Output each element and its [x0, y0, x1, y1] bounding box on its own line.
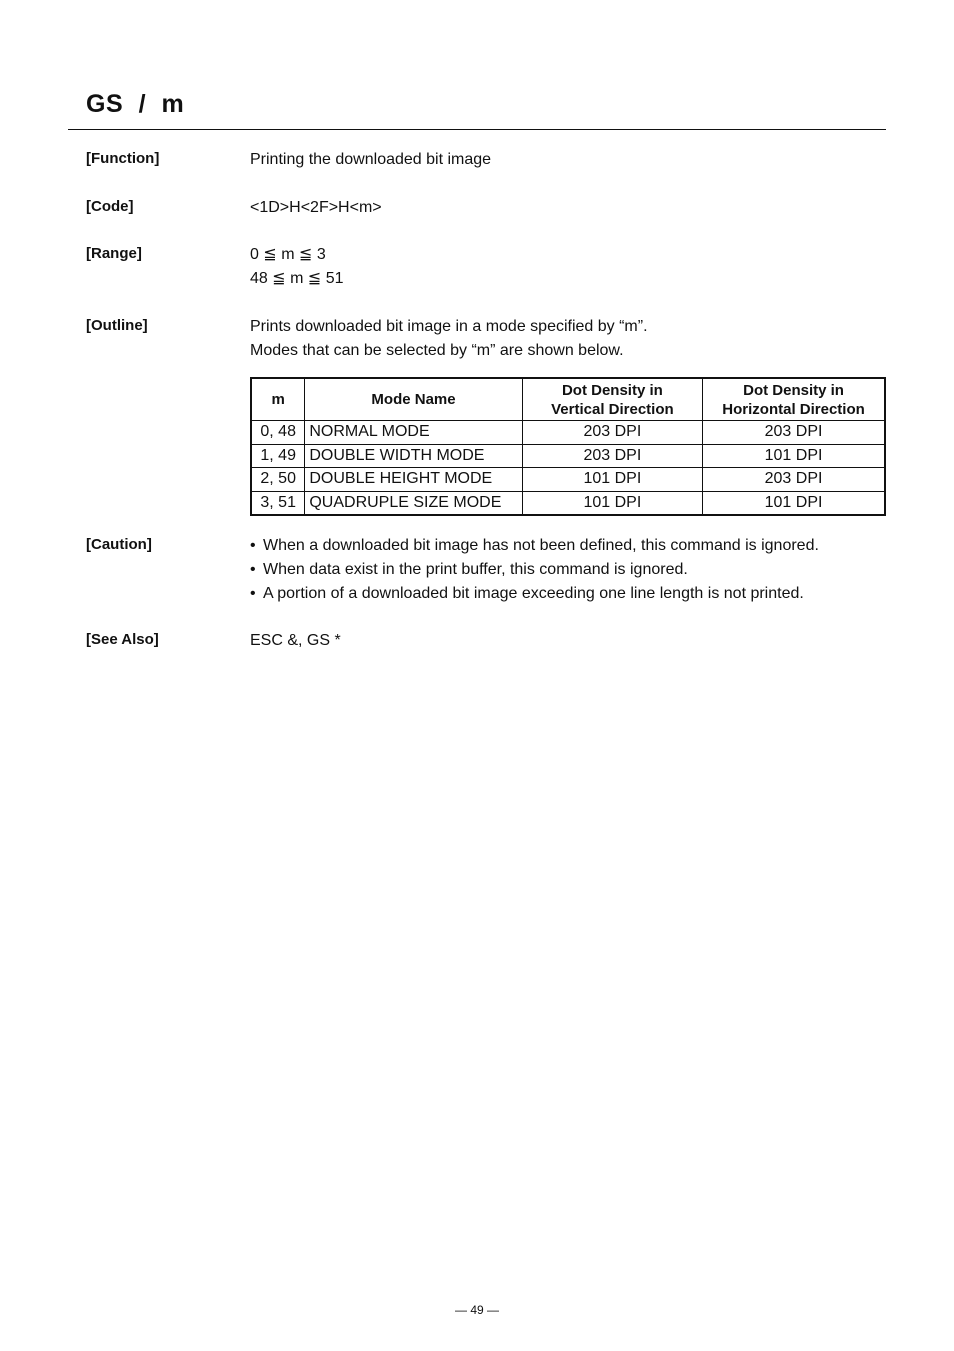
- cell-m: 0, 48: [251, 421, 305, 445]
- page-number: — 49 —: [454, 1303, 499, 1317]
- bullet-icon: •: [250, 537, 256, 554]
- cell-m: 2, 50: [251, 468, 305, 492]
- page-title: GS / m: [86, 90, 185, 118]
- cell-mode-name: DOUBLE WIDTH MODE: [305, 444, 522, 468]
- outline-text: [250, 315, 648, 363]
- range-line: 0 ≦ m ≦ 3: [250, 246, 326, 263]
- caution-list: [250, 534, 819, 606]
- bullet-icon: •: [250, 561, 256, 578]
- code-label: [Code]: [86, 198, 134, 215]
- cell-vertical: 101 DPI: [522, 491, 702, 515]
- header-horizontal-line2: Horizontal Direction: [722, 400, 865, 418]
- code-text: [250, 196, 382, 220]
- cell-horizontal: 101 DPI: [703, 491, 885, 515]
- cell-horizontal: 203 DPI: [703, 468, 885, 492]
- header-horizontal-density: [703, 378, 885, 421]
- cell-m: 3, 51: [251, 491, 305, 515]
- see-also-label: [See Also]: [86, 631, 159, 648]
- range-text: [250, 243, 344, 291]
- function-text: [250, 148, 491, 172]
- title-divider: [68, 129, 886, 130]
- cell-horizontal: 203 DPI: [703, 421, 885, 445]
- table-header-row: [251, 378, 885, 421]
- cell-vertical: 203 DPI: [522, 421, 702, 445]
- function-label: [Function]: [86, 150, 160, 167]
- header-vertical-line2: Vertical Direction: [551, 400, 674, 418]
- cell-horizontal: 101 DPI: [703, 444, 885, 468]
- caution-item-text: A portion of a downloaded bit image exceeding one line length is not printed.: [263, 585, 804, 602]
- cell-mode-name: QUADRUPLE SIZE MODE: [305, 491, 522, 515]
- code-line: <1D>H<2F>H<m>: [250, 199, 382, 216]
- caution-item: [250, 534, 819, 558]
- cell-vertical: 101 DPI: [522, 468, 702, 492]
- function-line: Printing the downloaded bit image: [250, 151, 492, 168]
- cell-m: 1, 49: [251, 444, 305, 468]
- outline-line: Prints downloaded bit image in a mode specified by “m”.: [250, 318, 648, 335]
- caution-item-text: When data exist in the print buffer, this command is ignored.: [263, 561, 688, 578]
- caution-item: [250, 558, 819, 582]
- outline-label: [Outline]: [86, 317, 148, 334]
- header-m: m: [251, 378, 305, 421]
- table-row: [251, 491, 885, 515]
- header-vertical-line1: Dot Density in: [561, 381, 663, 399]
- see-also-text: [250, 629, 341, 653]
- see-also-line: ESC &, GS *: [250, 632, 341, 649]
- caution-text: [250, 534, 819, 606]
- mode-table: [250, 377, 886, 516]
- table-row: [251, 421, 885, 445]
- table-row: [251, 444, 885, 468]
- cell-mode-name: DOUBLE HEIGHT MODE: [305, 468, 522, 492]
- header-mode-name: Mode Name: [305, 378, 522, 421]
- header-horizontal-line1: Dot Density in: [743, 381, 844, 399]
- table-row: [251, 468, 885, 492]
- cell-vertical: 203 DPI: [522, 444, 702, 468]
- range-label: [Range]: [86, 245, 142, 262]
- cell-mode-name: NORMAL MODE: [305, 421, 522, 445]
- header-vertical-density: [522, 378, 702, 421]
- range-line: 48 ≦ m ≦ 51: [250, 270, 344, 287]
- caution-item-text: When a downloaded bit image has not been defined, this command is ignored.: [263, 537, 819, 554]
- caution-label: [Caution]: [86, 536, 152, 553]
- outline-line: Modes that can be selected by “m” are shown below.: [250, 342, 624, 359]
- bullet-icon: •: [250, 585, 256, 602]
- caution-item: [250, 582, 819, 606]
